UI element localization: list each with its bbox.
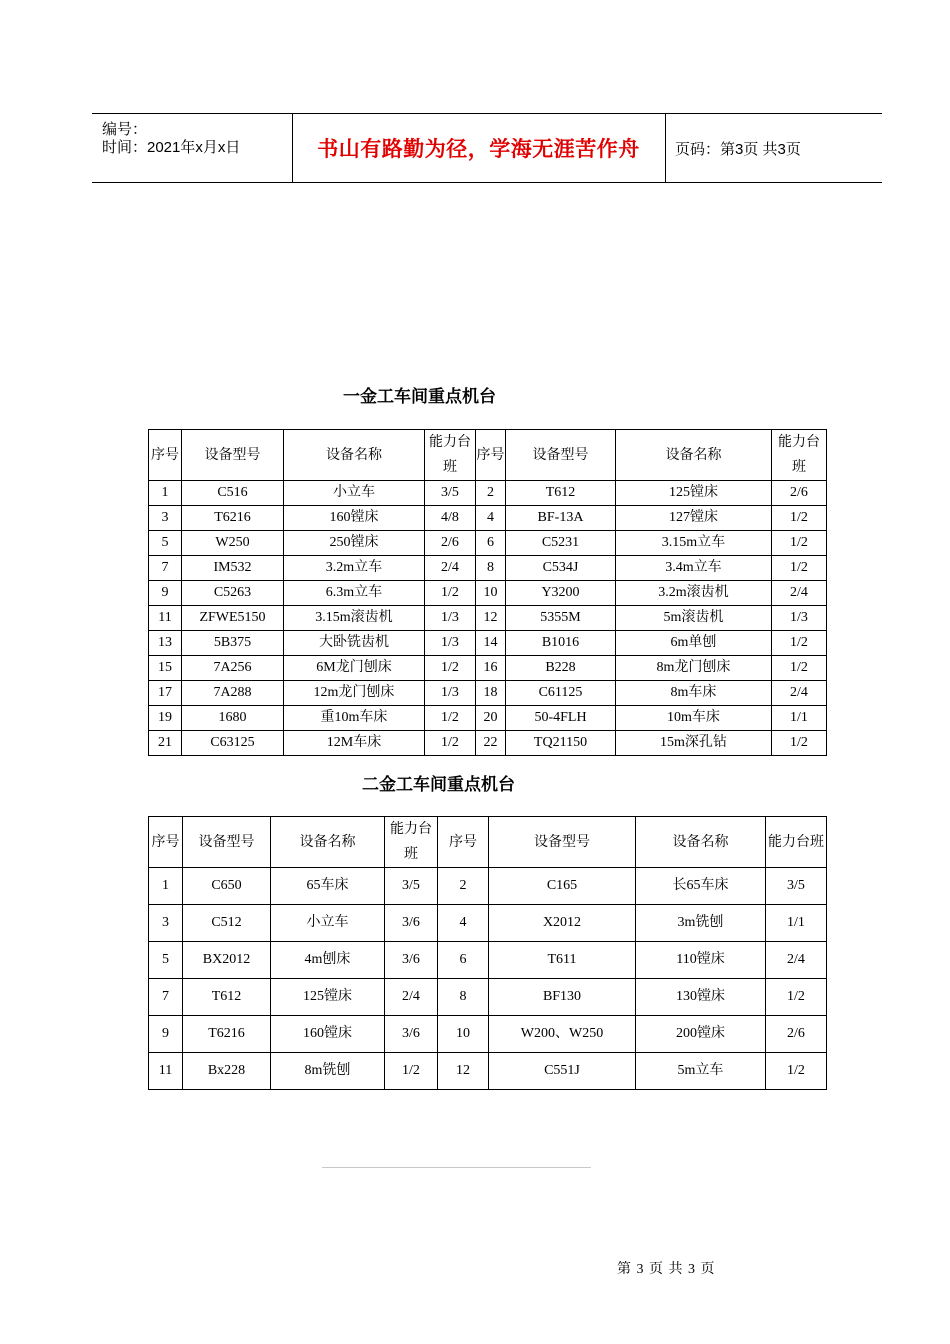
table-cell: 1/2 <box>425 656 476 681</box>
column-header: 设备名称 <box>616 430 772 481</box>
table-cell: 3/5 <box>766 868 827 905</box>
table-row <box>149 656 827 681</box>
table-cell: 18 <box>476 681 506 706</box>
table-cell: 小立车 <box>284 481 425 506</box>
table-cell: Y3200 <box>506 581 616 606</box>
footer-page-number: 第 3 页 共 3 页 <box>617 1262 716 1277</box>
column-header: 设备型号 <box>183 817 271 868</box>
table-cell: C61125 <box>506 681 616 706</box>
table-cell: C165 <box>489 868 636 905</box>
table-cell: C551J <box>489 1053 636 1090</box>
table-row <box>149 731 827 756</box>
table-cell: W250 <box>182 531 284 556</box>
table-cell: 2/4 <box>385 979 438 1016</box>
table-cell: 3.15m滚齿机 <box>284 606 425 631</box>
table-cell: 6m单刨 <box>616 631 772 656</box>
table-cell: 110镗床 <box>636 942 766 979</box>
table-cell: 6.3m立车 <box>284 581 425 606</box>
table-cell: 1/2 <box>772 731 827 756</box>
table-cell: 1/3 <box>425 631 476 656</box>
table-cell: 65车床 <box>271 868 385 905</box>
table-cell: 8m龙门刨床 <box>616 656 772 681</box>
table-cell: 1/2 <box>766 1053 827 1090</box>
table-cell: T612 <box>506 481 616 506</box>
table-cell: 50-4FLH <box>506 706 616 731</box>
table-cell: 1/2 <box>772 556 827 581</box>
table-row <box>149 581 827 606</box>
table-cell: W200、W250 <box>489 1016 636 1053</box>
table-cell: 1/3 <box>425 606 476 631</box>
table-cell: C650 <box>183 868 271 905</box>
table-cell: 10m车床 <box>616 706 772 731</box>
column-header: 设备型号 <box>506 430 616 481</box>
header-left-cell <box>92 114 293 182</box>
table-cell: 125镗床 <box>271 979 385 1016</box>
column-header: 能力台班 <box>766 817 827 868</box>
table-cell: B228 <box>506 656 616 681</box>
table-cell: 3m铣刨 <box>636 905 766 942</box>
table-cell: 20 <box>476 706 506 731</box>
table-cell: 4m刨床 <box>271 942 385 979</box>
table-cell: 5m立车 <box>636 1053 766 1090</box>
table-cell: 21 <box>149 731 182 756</box>
table-cell: 1/2 <box>425 731 476 756</box>
table-cell: 12 <box>476 606 506 631</box>
table-row <box>149 631 827 656</box>
table-cell: 3/5 <box>425 481 476 506</box>
table-cell: 1680 <box>182 706 284 731</box>
column-header: 设备名称 <box>636 817 766 868</box>
table-cell: 1/2 <box>425 706 476 731</box>
table-cell: 3 <box>149 905 183 942</box>
column-header: 设备型号 <box>182 430 284 481</box>
column-header: 能力台班 <box>425 430 476 481</box>
table-row <box>149 531 827 556</box>
table-cell: 12m龙门刨床 <box>284 681 425 706</box>
table-cell: 15 <box>149 656 182 681</box>
table-cell: 1/2 <box>772 506 827 531</box>
table-cell: BF-13A <box>506 506 616 531</box>
table-cell: 长65车床 <box>636 868 766 905</box>
table-cell: 1/2 <box>772 531 827 556</box>
table-cell: 160镗床 <box>271 1016 385 1053</box>
table-cell: 4 <box>438 905 489 942</box>
table-cell: 19 <box>149 706 182 731</box>
table-cell: 2/6 <box>772 481 827 506</box>
table-cell: 3.15m立车 <box>616 531 772 556</box>
table-cell: B1016 <box>506 631 616 656</box>
table-cell: 9 <box>149 581 182 606</box>
table-header-row <box>149 430 827 481</box>
table-cell: 5 <box>149 531 182 556</box>
table-cell: 16 <box>476 656 506 681</box>
page-header <box>92 113 882 183</box>
table-cell: T611 <box>489 942 636 979</box>
table-cell: 6 <box>438 942 489 979</box>
table-row <box>149 979 827 1016</box>
table-cell: C512 <box>183 905 271 942</box>
table-cell: 127镗床 <box>616 506 772 531</box>
table-cell: 5 <box>149 942 183 979</box>
column-header: 设备型号 <box>489 817 636 868</box>
table2-title: 二金工车间重点机台 <box>362 775 515 795</box>
header-motto: 书山有路勤为径，学海无涯苦作舟 <box>292 114 666 182</box>
table-cell: 1/2 <box>385 1053 438 1090</box>
table-cell: 22 <box>476 731 506 756</box>
table-cell: T612 <box>183 979 271 1016</box>
table-header-row <box>149 817 827 868</box>
table-row <box>149 706 827 731</box>
table-cell: 3/6 <box>385 942 438 979</box>
table-cell: Bx228 <box>183 1053 271 1090</box>
table-cell: 8 <box>438 979 489 1016</box>
table-cell: 5B375 <box>182 631 284 656</box>
table-cell: 1/2 <box>772 656 827 681</box>
table1-title: 一金工车间重点机台 <box>343 387 496 407</box>
table-row <box>149 556 827 581</box>
table-cell: C516 <box>182 481 284 506</box>
table-cell: 1/1 <box>772 706 827 731</box>
table-cell: 13 <box>149 631 182 656</box>
column-header: 序号 <box>438 817 489 868</box>
table-cell: 1/2 <box>425 581 476 606</box>
workshop2-machines-table <box>148 816 827 1090</box>
table-cell: IM532 <box>182 556 284 581</box>
table-cell: 3.2m滚齿机 <box>616 581 772 606</box>
table-cell: C534J <box>506 556 616 581</box>
column-header: 能力台班 <box>385 817 438 868</box>
table-cell: C63125 <box>182 731 284 756</box>
column-header: 设备名称 <box>271 817 385 868</box>
header-page-info: 页码：第3页 共3页 <box>675 140 801 158</box>
table-cell: 7A256 <box>182 656 284 681</box>
table-cell: ZFWE5150 <box>182 606 284 631</box>
table-cell: 11 <box>149 1053 183 1090</box>
table-cell: 200镗床 <box>636 1016 766 1053</box>
table-cell: 1 <box>149 481 182 506</box>
table-cell: 1/2 <box>772 631 827 656</box>
table-cell: 125镗床 <box>616 481 772 506</box>
table-row <box>149 481 827 506</box>
table-cell: 5m滚齿机 <box>616 606 772 631</box>
table-cell: 3.4m立车 <box>616 556 772 581</box>
table-cell: 12M车床 <box>284 731 425 756</box>
table-row <box>149 1016 827 1053</box>
table-cell: 6M龙门刨床 <box>284 656 425 681</box>
table-cell: 17 <box>149 681 182 706</box>
workshop1-machines-table <box>148 429 827 756</box>
table-cell: 4/8 <box>425 506 476 531</box>
table-cell: BX2012 <box>183 942 271 979</box>
table-row <box>149 506 827 531</box>
table-cell: 7 <box>149 556 182 581</box>
serial-label: 编号： <box>102 121 148 138</box>
table-row <box>149 942 827 979</box>
table-row <box>149 606 827 631</box>
table-cell: 2/6 <box>425 531 476 556</box>
table-cell: 6 <box>476 531 506 556</box>
table-row <box>149 681 827 706</box>
table-cell: 130镗床 <box>636 979 766 1016</box>
table-cell: TQ21150 <box>506 731 616 756</box>
table-cell: 2/4 <box>772 581 827 606</box>
table-cell: 2/4 <box>766 942 827 979</box>
table-cell: 2 <box>476 481 506 506</box>
column-header: 设备名称 <box>284 430 425 481</box>
table-cell: 3 <box>149 506 182 531</box>
table-row <box>149 905 827 942</box>
table-cell: 2/4 <box>772 681 827 706</box>
table-cell: 160镗床 <box>284 506 425 531</box>
table-cell: 小立车 <box>271 905 385 942</box>
table-cell: C5231 <box>506 531 616 556</box>
table-cell: X2012 <box>489 905 636 942</box>
table-cell: T6216 <box>183 1016 271 1053</box>
table-cell: 4 <box>476 506 506 531</box>
column-header: 序号 <box>149 817 183 868</box>
table-cell: BF130 <box>489 979 636 1016</box>
table-cell: 2 <box>438 868 489 905</box>
table-cell: 5355M <box>506 606 616 631</box>
column-header: 序号 <box>149 430 182 481</box>
table-cell: 7 <box>149 979 183 1016</box>
table-cell: 3/5 <box>385 868 438 905</box>
table-cell: 3.2m立车 <box>284 556 425 581</box>
table-row <box>149 868 827 905</box>
table-cell: 15m深孔钻 <box>616 731 772 756</box>
table-cell: 2/6 <box>766 1016 827 1053</box>
table-cell: 1/3 <box>772 606 827 631</box>
table-cell: 10 <box>438 1016 489 1053</box>
column-header: 能力台班 <box>772 430 827 481</box>
table-cell: 1/3 <box>425 681 476 706</box>
table-cell: 11 <box>149 606 182 631</box>
table-cell: 8m车床 <box>616 681 772 706</box>
table-cell: 1/2 <box>766 979 827 1016</box>
table-cell: 3/6 <box>385 1016 438 1053</box>
table-cell: 8 <box>476 556 506 581</box>
footer-divider <box>322 1167 591 1168</box>
table-cell: 9 <box>149 1016 183 1053</box>
table-cell: 3/6 <box>385 905 438 942</box>
table-cell: 14 <box>476 631 506 656</box>
table-cell: 10 <box>476 581 506 606</box>
table-cell: 1 <box>149 868 183 905</box>
table-cell: 7A288 <box>182 681 284 706</box>
table-row <box>149 1053 827 1090</box>
table-cell: C5263 <box>182 581 284 606</box>
table-cell: 重10m车床 <box>284 706 425 731</box>
table-cell: 大卧铣齿机 <box>284 631 425 656</box>
table-cell: T6216 <box>182 506 284 531</box>
table-cell: 250镗床 <box>284 531 425 556</box>
time-label: 时间：2021年x月x日 <box>102 139 241 156</box>
table-cell: 12 <box>438 1053 489 1090</box>
table-cell: 8m铣刨 <box>271 1053 385 1090</box>
table-cell: 1/1 <box>766 905 827 942</box>
column-header: 序号 <box>476 430 506 481</box>
table-cell: 2/4 <box>425 556 476 581</box>
